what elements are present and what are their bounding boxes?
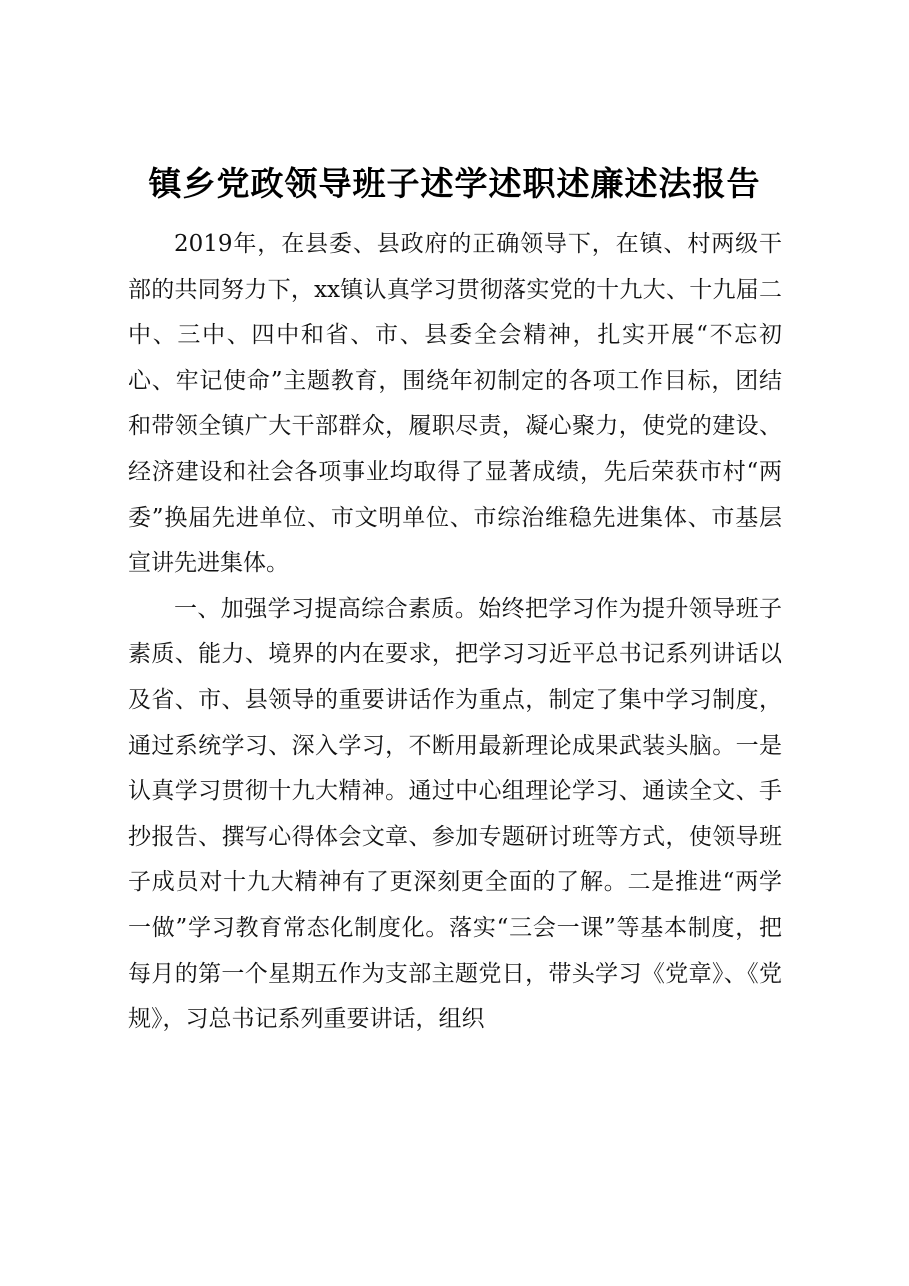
document-title: 镇乡党政领导班子述学述职述廉述法报告: [148, 164, 761, 203]
paragraph-study: 一、加强学习提高综合素质。始终把学习作为提升领导班子素质、能力、境界的内在要求，把学习习近平总书记系列讲话以及省、市、县领导的重要讲话作为重点，制定了集中学习制度，通过系统学习、深入学习，不断用最新理论成果武装头脑。一是认真学习贯彻十九大精神。通过中心组理论学习、通读全文、手抄报告、撰写心得体会文章、参加专题研讨班等方式，使领导班子成员对十九大精神有了更深刻更全面的了解。二是推进“两学一做”学习教育常态化制度化。落实“三会一课”等基本制度，把每月的第一个星期五作为支部主题党日，带头学习《党章》、《党规》，习总书记系列重要讲话，组织: [128, 595, 782, 1033]
paragraph-intro: 2019年，在县委、县政府的正确领导下，在镇、村两级干部的共同努力下，xx镇认真学习贯彻落实党的十九大、十九届二中、三中、四中和省、市、县委全会精神，扎实开展“不忘初心、牢记使命”主题教育，围绕年初制定的各项工作目标，团结和带领全镇广大干部群众，履职尽责，凝心聚力，使党的建设、经济建设和社会各项事业均取得了显著成绩，先后荣获市村“两委”换届先进单位、市文明单位、市综治维稳先进集体、市基层宣讲先进集体。: [128, 231, 782, 577]
document-body: [128, 222, 782, 1043]
